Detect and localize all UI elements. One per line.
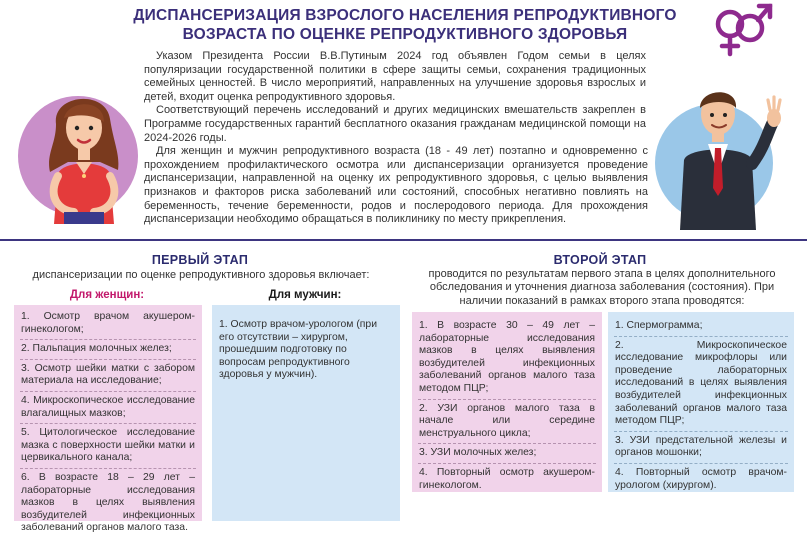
list-item: 2. Микроскопическое исследование микрофлоры или проведение лабораторных исследований в целях выявления возбудителей инфекционных заболеваний органов малого таза методом ПЦР; <box>615 339 787 427</box>
dashed-separator <box>20 339 196 340</box>
list-item: 4. Микроскопическое исследование влагалищных мазков; <box>21 394 195 419</box>
stage2-women-panel <box>412 312 602 492</box>
intro-paragraph-3: Для женщин и мужчин репродуктивного возраста (18 - 49 лет) поэтапно и одновременно с прохождением профилактического осмотра или диспансеризации организуется проведение диспансеризации, направленной на оценку их репродуктивного здоровья, с целью выявления признаков и факторов риска заболеваний или состояний, способных негативно повлиять на беременность, течение беременности, родов и послеродового периода. Для прохождения диспансеризации необходимо обращаться в поликлинику по месту прикрепления. <box>144 145 648 226</box>
dashed-separator <box>20 423 196 424</box>
women-column-heading: Для женщин: <box>69 289 145 301</box>
dashed-separator <box>20 468 196 469</box>
men-column-heading: Для мужчин: <box>268 289 342 301</box>
dashed-separator <box>418 463 596 464</box>
stage2-subtitle: проводится по результатам первого этапа в целях дополнительного обследования и уточнения диагноза заболевания (состояния). При наличии показаний в рамках второго этапа проводятся: <box>428 268 776 307</box>
dashed-separator <box>614 463 788 464</box>
page-title <box>120 6 690 44</box>
man-illustration <box>668 78 788 230</box>
dashed-separator <box>614 336 788 337</box>
section-divider <box>0 239 807 241</box>
list-item: 3. УЗИ молочных желез; <box>419 447 537 459</box>
stage2-title: ВТОРОЙ ЭТАП <box>553 253 647 267</box>
list-item: 1. Спермограмма; <box>615 320 703 331</box>
dashed-separator <box>20 391 196 392</box>
male-female-symbol-icon <box>706 0 776 60</box>
title-line-2: ВОЗРАСТА ПО ОЦЕНКЕ РЕПРОДУКТИВНОГО ЗДОРОВЬЯ <box>182 26 628 43</box>
list-item: 2. УЗИ органов малого таза в начале или середине менструального цикла; <box>419 402 595 439</box>
stage1-women-panel <box>14 305 202 534</box>
intro-paragraph-1: Указом Президента России В.В.Путиным 2024 год объявлен Годом семьи в целях популяризации государственной политики в сфере защиты семьи, сохранения традиционных семейных ценностей. В число мероприятий, направленных на улучшение здоровья взрослых и детей, входит оценка репродуктивного здоровья. <box>144 50 646 103</box>
list-item: 2. Пальпация молочных желез; <box>21 343 172 355</box>
dashed-separator <box>418 443 596 444</box>
stage1-title: ПЕРВЫЙ ЭТАП <box>151 253 249 267</box>
list-item: 5. Цитологическое исследование мазка с поверхности шейки матки и цервикального канала; <box>21 427 195 464</box>
intro-text <box>144 50 646 227</box>
stage1-subtitle: диспансеризации по оценке репродуктивного здоровья включает: <box>32 269 370 281</box>
stage2-men-panel <box>608 312 794 492</box>
list-item: 3. УЗИ предстательной железы и органов мошонки; <box>615 434 787 459</box>
title-line-1: ДИСПАНСЕРИЗАЦИЯ ВЗРОСЛОГО НАСЕЛЕНИЯ РЕПРОДУКТИВНОГО <box>133 7 677 24</box>
woman-illustration <box>34 84 134 224</box>
list-item: 1. В возрасте 30 – 49 лет – лабораторные исследования мазков в целях выявления возбудителей инфекционных заболеваний органов малого таза методом ПЦР; <box>419 320 595 394</box>
list-item: 6. В возрасте 18 – 29 лет – лабораторные исследования мазков в целях выявления возбудителей инфекционных заболеваний органов малого таза. <box>21 471 195 534</box>
list-item: 4. Повторный осмотр акушером-гинекологом. <box>419 466 595 491</box>
list-item: 4. Повторный осмотр врачом-урологом (хирургом). <box>615 466 787 491</box>
list-item: 1. Осмотр врачом-урологом (при его отсутствии – хирургом, прошедшим подготовку по вопросам репродуктивного здоровья у мужчин). <box>219 319 377 381</box>
dashed-separator <box>418 399 596 400</box>
dashed-separator <box>20 359 196 360</box>
stage1-men-panel <box>212 305 400 521</box>
intro-paragraph-2: Соответствующий перечень исследований и других медицинских вмешательств закреплен в Программе государственных гарантий бесплатного оказания гражданам медицинской помощи на 2024-2026 годы. <box>144 104 646 144</box>
dashed-separator <box>614 431 788 432</box>
list-item: 1. Осмотр врачом акушером-гинекологом; <box>21 311 195 335</box>
list-item: 3. Осмотр шейки матки с забором материала на исследование; <box>21 362 195 387</box>
